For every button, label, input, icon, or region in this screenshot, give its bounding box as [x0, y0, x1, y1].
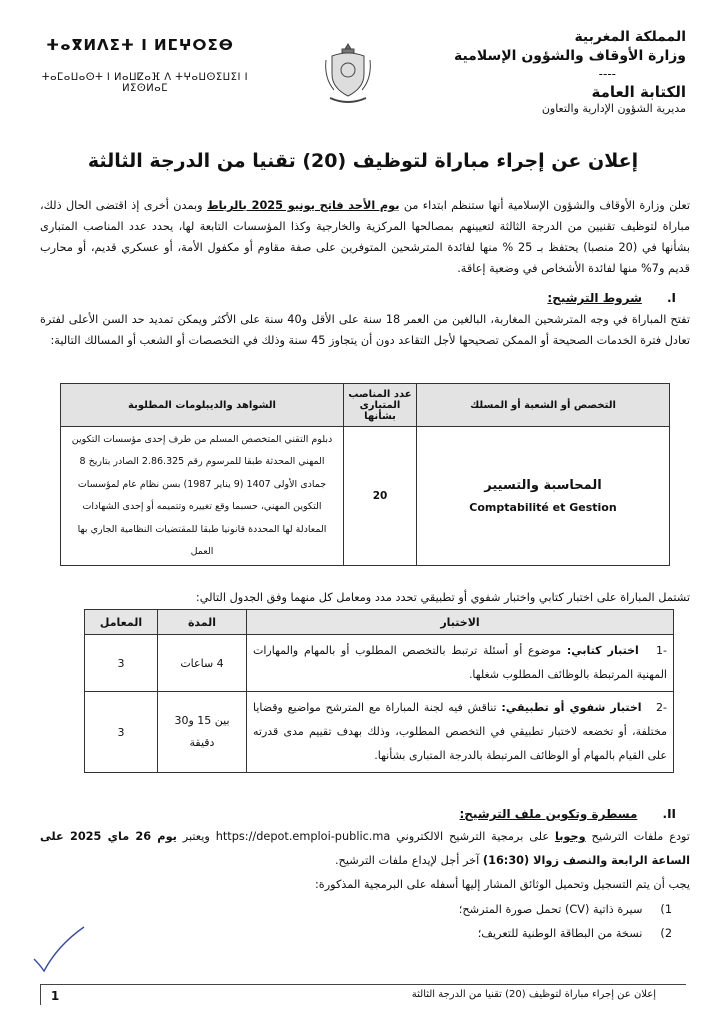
cell-coef: 3 — [85, 692, 158, 773]
footer-text: إعلان عن إجراء مباراة لتوظيف (20) تقنيا من الدرجة الثالثة — [411, 989, 656, 1000]
exam-table — [84, 609, 674, 773]
cell-duration: بين 15 و30 دقيقة — [158, 692, 247, 773]
list-item-number: 2) — [660, 927, 672, 940]
kingdom-name: المملكة المغربية — [574, 29, 686, 45]
secretariat-name: الكتابة العامة — [591, 82, 686, 101]
section1-number: I. — [666, 291, 676, 305]
cell-diploma: دبلوم التقني المتخصص المسلم من طرف إحدى مؤسسات التكوين المهني المحدثة طبقا للمرسوم رقم 2.86.325 الصادر بتاريخ 8 جمادى الأولى 1407 (9 يناير 1987) بسن نظام عام لمؤسسات التكوين المهني، حسبما وقع تغييره وتتميمه أو إحدى الشهادات المعادلة لها المحددة قانونيا طبقا للمقتضيات النظامية الجاري بها العمل — [61, 427, 344, 566]
list-item — [46, 922, 686, 946]
table-row — [85, 635, 674, 692]
section1-heading: شروط الترشيح: — [547, 291, 642, 305]
section1-text: تفتح المباراة في وجه المترشحين المغاربة، البالغين من العمر 18 سنة على الأقل و40 سنة على الأكثر ويمكن تمديد حد السن الأعلى لفترة تعادل فترة الخدمات الصحيحة أو الممكن تصحيحها لأجل التقاعد دون أن يتجاوز 45 سنة وذلك في التخصصات أو الشعب أو المسالك التالية: — [40, 313, 690, 347]
documents-list — [46, 898, 686, 946]
exam-date: يوم الأحد فاتح يونيو 2025 بالرباط — [206, 199, 400, 212]
s2-deadline: يوم 26 ماي 2025 على الساعة الرابعة والنصف زوالا (16:30) — [40, 830, 690, 867]
s2-must: وجوبا — [554, 830, 586, 843]
tifinagh-ministry: ⵜⴰⵎⴰⵡⴰⵙⵜ ⵏ ⵍⴰⵡⵇⴰⴼ ⴷ ⵜⵖⴰⵡⵙⵉⵡⵉⵏ ⵏ ⵍⵉⵙⵍⴰⵎ — [41, 72, 249, 94]
ministry-name: وزارة الأوقاف والشؤون الإسلامية — [453, 47, 686, 64]
tifinagh-kingdom: ⵜⴰⴳⵍⴷⵉⵜ ⵏ ⵍⵎⵖⵔⵉⴱ — [46, 36, 234, 54]
list-item-text: نسخة من البطاقة الوطنية للتعريف؛ — [477, 927, 643, 940]
th-diplomas: الشواهد والديبلومات المطلوبة — [61, 384, 344, 427]
section1 — [40, 288, 690, 351]
page-number: 1 — [40, 985, 69, 1005]
exam-intro: تشتمل المباراة على اختبار كتابي واختبار شفوي أو تطبيقي تحدد مدد ومعامل كل منهما وفق الجدول التالي: — [195, 591, 690, 604]
th-specialty: التخصص أو الشعبة أو المسلك — [417, 384, 670, 427]
section2-heading: مسطرة وتكوين ملف الترشيح: — [459, 807, 638, 821]
cell-specialty — [417, 427, 670, 566]
intro-text-a: تعلن وزارة الأوقاف والشؤون الإسلامية أنها ستنظم ابتداء من — [399, 199, 691, 212]
list-item-text: سيرة ذاتية (CV) تحمل صورة المترشح؛ — [458, 903, 643, 916]
intro-text-b: وبمدن أخرى إذ اقتضى الحال ذلك، مباراة لتوظيف تقنيين من الدرجة الثالثة لتعيينهم بمصالحها المركزية والخارجية وكذا المؤسسات التابعة لها، يحدد عدد المناصب المتبارى بشأنها في (20 منصبا) يحتفظ بـ 25 % منها لفائدة المترشحين المتوفرين على صفة مقاوم أو مكفول الأمة، أو عسكري قديم، أو محارب قديم و7% منها لفائدة الأشخاص في وضعية إعاقة. — [40, 199, 690, 275]
s2-text-c: ويعتبر — [176, 830, 216, 843]
section2 — [40, 804, 690, 897]
cell-test-oral — [247, 692, 674, 773]
table-row — [61, 427, 670, 566]
test-desc: موضوع أو أسئلة ترتبط بالتخصص المطلوب أو بالمهام والمهارات المهنية المرتبطة بالوظائف المطلوب شغلها. — [253, 644, 667, 681]
specialty-ar: المحاسبة والتسيير — [484, 478, 602, 494]
intro-paragraph — [40, 195, 690, 279]
s2-text-b: على برمجية الترشيح الالكتروني — [390, 830, 555, 843]
cell-coef: 3 — [85, 635, 158, 692]
table-row — [85, 692, 674, 773]
test-name: اختبار كتابي: — [566, 644, 639, 657]
test-desc: تناقش فيه لجنة المباراة مع المترشح مواضيع وقضايا مختلفة، أو تخضعه لاختبار تطبيقي في التخصص المطلوب، وذلك بهدف تقييم مدى قدرته على القيام بالمهام أو الوظائف المرتبطة بالدرجة المتبارى بشأنها. — [253, 701, 667, 762]
section2-number: II. — [662, 807, 676, 821]
section2-p1 — [40, 825, 690, 873]
th-posts: عدد المناصب المتبارى بشأنها — [344, 384, 417, 427]
list-item — [46, 898, 686, 922]
royal-emblem-icon — [322, 40, 374, 110]
th-coef: المعامل — [85, 610, 158, 635]
s2-text-d: آخر أجل لإيداع ملفات الترشيح. — [334, 854, 483, 867]
page-footer — [40, 984, 686, 1007]
s2-text-a: تودع ملفات الترشيح — [585, 830, 690, 843]
cell-duration: 4 ساعات — [158, 635, 247, 692]
handwritten-check-icon — [28, 925, 88, 973]
specialty-fr: Comptabilité et Gestion — [469, 501, 617, 515]
list-item-number: 1) — [660, 903, 672, 916]
test-name: اختبار شفوي أو تطبيقي: — [501, 701, 642, 714]
tifinagh-header — [40, 36, 250, 94]
ministry-header — [436, 28, 686, 117]
specialties-table — [60, 383, 670, 566]
application-portal-link[interactable]: https://depot.emploi-public.ma — [215, 830, 391, 843]
th-test: الاختبار — [247, 610, 674, 635]
section2-p2: يجب أن يتم التسجيل وتحميل الوثائق المشار إليها أسفله على البرمجية المذكورة: — [314, 878, 690, 891]
announcement-title: إعلان عن إجراء مباراة لتوظيف (20) تقنيا من الدرجة الثالثة — [87, 150, 639, 172]
th-duration: المدة — [158, 610, 247, 635]
directorate-name: مديرية الشؤون الإدارية والتعاون — [541, 102, 686, 116]
test-number: -1 — [656, 644, 667, 657]
cell-posts: 20 — [344, 427, 417, 566]
header-separator: ---- — [598, 66, 616, 81]
cell-test-written — [247, 635, 674, 692]
test-number: -2 — [656, 701, 667, 714]
